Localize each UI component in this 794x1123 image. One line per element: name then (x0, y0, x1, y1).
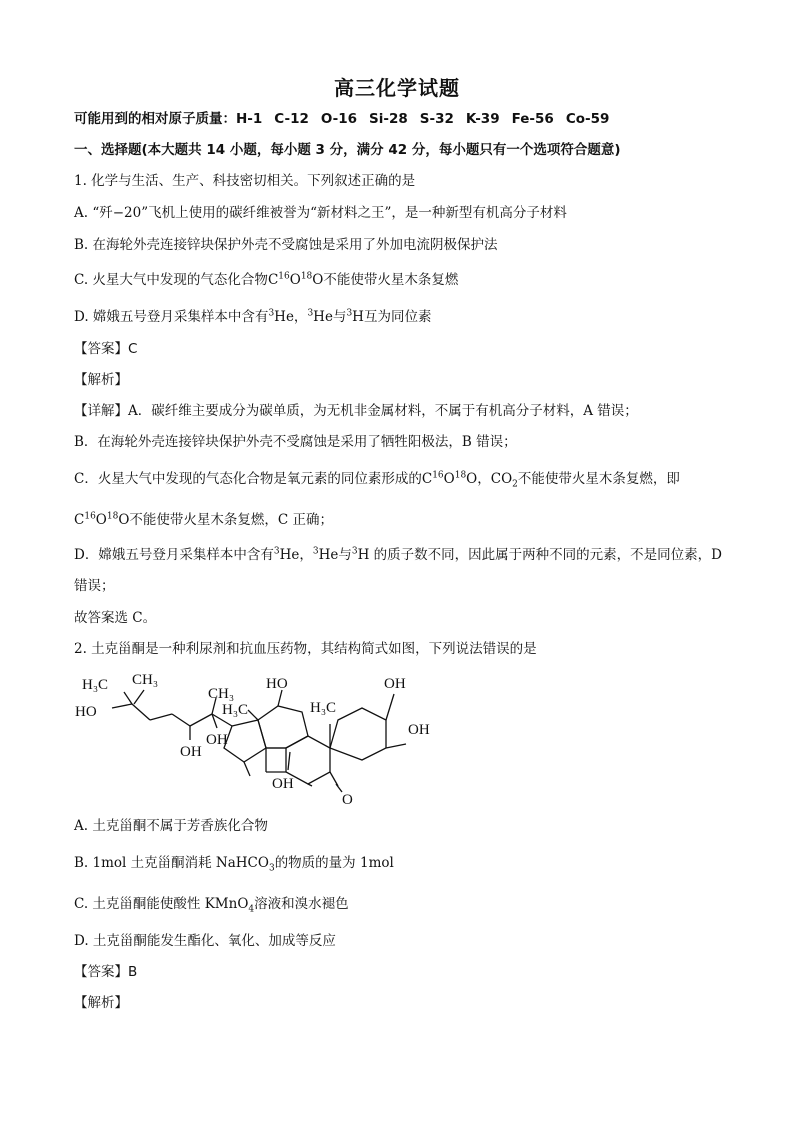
text: He与 (318, 547, 352, 563)
q1-option-b: B. 在海轮外壳连接锌块保护外壳不受腐蚀是采用了外加电流阴极保护法 (74, 237, 498, 253)
isotope-sup: 3 (307, 308, 314, 319)
text: C (74, 512, 85, 528)
text: He， (274, 309, 308, 325)
text: 溶液和溴水褪色 (254, 896, 349, 912)
isotope-sup: 16 (278, 271, 290, 282)
isotope-sup: 18 (300, 271, 313, 282)
text: A．碳纤维主要成分为碳单质，为无机非金属材料，不属于有机高分子材料，A 错误； (128, 403, 638, 419)
text: D．嫦娥五号登月采集样本中含有 (74, 547, 274, 563)
q2-option-c (74, 895, 349, 913)
isotope-sup: 16 (432, 470, 444, 481)
formula-sub: 2 (512, 479, 518, 490)
double-bond (288, 752, 290, 770)
label-ho-1: HO (75, 704, 97, 720)
bond (132, 704, 150, 720)
isotope-sup: 16 (84, 511, 96, 522)
bond (190, 714, 212, 726)
text: H 的质子数不同，因此属于两种不同的元素，不是同位素，D (357, 547, 722, 563)
isotope-sup: 3 (273, 546, 280, 557)
q2-stem: 2. 土克甾酮是一种利尿剂和抗血压药物，其结构简式如图，下列说法错误的是 (74, 641, 537, 657)
atomic-mass-label: 可能用到的相对原子质量： (74, 111, 236, 127)
q1-stem: 1. 化学与生活、生产、科技密切相关。下列叙述正确的是 (74, 173, 416, 189)
text: C. 火星大气中发现的气态化合物 (74, 272, 268, 288)
q2-option-d: D. 土克甾酮能发生酯化、氧化、加成等反应 (74, 933, 336, 949)
label-ch3-1: CH₃ (132, 672, 159, 688)
mass-item: Co-59 (565, 111, 610, 127)
q1-detail-c (74, 470, 680, 488)
q1-detail-d-cont: 错误； (74, 578, 115, 594)
text: C．火星大气中发现的气态化合物是氧元素的同位素形成的 (74, 471, 422, 487)
q2-option-a: A. 土克甾酮不属于芳香族化合物 (74, 818, 268, 834)
text: O (466, 471, 478, 487)
q1-option-c (74, 271, 458, 289)
answer-value: B (128, 964, 138, 980)
atomic-mass-line (74, 110, 621, 128)
q1-detail-d (74, 546, 722, 564)
text: He与 (313, 309, 347, 325)
label-keto-o: O (342, 792, 353, 808)
isotope-sup: 18 (454, 470, 467, 481)
isotope-sup: 3 (351, 546, 358, 557)
bond (386, 694, 394, 720)
bond (244, 762, 250, 776)
q1-answer (74, 340, 137, 358)
ring-c (258, 706, 308, 748)
answer-label: 【答案】 (74, 341, 128, 357)
mass-item: H-1 (236, 111, 263, 127)
text: C (267, 272, 279, 288)
detail-label: 【详解】 (74, 403, 128, 419)
q2-analysis-label: 【解析】 (74, 995, 128, 1011)
label-oh-2: OH (206, 732, 228, 748)
text: B. 1mol 土克甾酮消耗 NaHCO (74, 855, 269, 871)
text: He， (279, 547, 313, 563)
text: 的物质的量为 1mol (274, 855, 394, 871)
mass-item: Si-28 (369, 111, 408, 127)
bond (124, 692, 132, 704)
bond (278, 690, 282, 706)
text: D. 嫦娥五号登月采集样本中含有 (74, 309, 269, 325)
formula-sub: 4 (248, 904, 255, 915)
text: O (95, 512, 107, 528)
label-h3c-2: H₃C (222, 702, 249, 718)
q1-option-a: A. “歼−20”飞机上使用的碳纤维被誉为“新材料之王”，是一种新型有机高分子材料 (74, 205, 567, 221)
structure-diagram (72, 664, 452, 812)
text: 不能使带火星木条复燃，即 (517, 471, 680, 487)
text: O (118, 512, 130, 528)
mass-item: K-39 (465, 111, 500, 127)
label-oh-1: OH (180, 744, 202, 760)
q2-answer (74, 963, 137, 981)
mass-item: O-16 (320, 111, 358, 127)
label-ho-top: HO (266, 676, 288, 692)
label-oh-bottom: OH (272, 776, 294, 792)
label-oh-right: OH (408, 722, 430, 738)
bond (150, 714, 172, 720)
isotope-sup: 3 (346, 308, 353, 319)
label-h3c-1: H₃C (82, 677, 109, 693)
bond (248, 710, 258, 720)
isotope-sup: 18 (106, 511, 119, 522)
mass-item: Fe-56 (511, 111, 554, 127)
text: 不能使带火星木条复燃 (323, 272, 459, 288)
label-ch3-2: CH₃ (208, 686, 235, 702)
section-header: 一、选择题(本大题共 14 小题，每小题 3 分，满分 42 分，每小题只有一个选项符合题意) (74, 142, 621, 158)
double-bond (336, 784, 342, 792)
bond (308, 784, 312, 786)
page-title: 高三化学试题 (334, 76, 460, 100)
text: O (312, 272, 324, 288)
text: ，CO (477, 471, 513, 487)
q1-conclusion: 故答案选 C。 (74, 610, 157, 626)
answer-label: 【答案】 (74, 964, 128, 980)
text: C (421, 471, 433, 487)
bond (172, 714, 190, 726)
label-h3c-3: H₃C (310, 700, 337, 716)
isotope-sup: 3 (268, 308, 275, 319)
ring-a (330, 708, 386, 760)
q1-detail-b: B．在海轮外壳连接锌块保护外壳不受腐蚀是采用了牺牲阳极法，B 错误； (74, 434, 517, 450)
formula-sub: 3 (268, 863, 275, 874)
q1-detail-a (74, 402, 638, 420)
q1-analysis-label: 【解析】 (74, 372, 128, 388)
mass-item: C-12 (274, 111, 309, 127)
text: C. 土克甾酮能使酸性 KMnO (74, 896, 249, 912)
mass-item: S-32 (419, 111, 454, 127)
bond (134, 690, 144, 704)
text: O (443, 471, 455, 487)
text: H互为同位素 (352, 309, 432, 325)
text: O (289, 272, 301, 288)
isotope-sup: 3 (312, 546, 319, 557)
label-oh-top-right: OH (384, 676, 406, 692)
text: 不能使带火星木条复燃，C 正确； (129, 512, 334, 528)
answer-value: C (128, 341, 138, 357)
bond (330, 772, 338, 786)
bond (386, 744, 406, 748)
q2-option-b (74, 854, 394, 872)
bond (112, 704, 132, 708)
q1-option-d (74, 308, 431, 326)
q1-detail-c-cont (74, 511, 333, 529)
